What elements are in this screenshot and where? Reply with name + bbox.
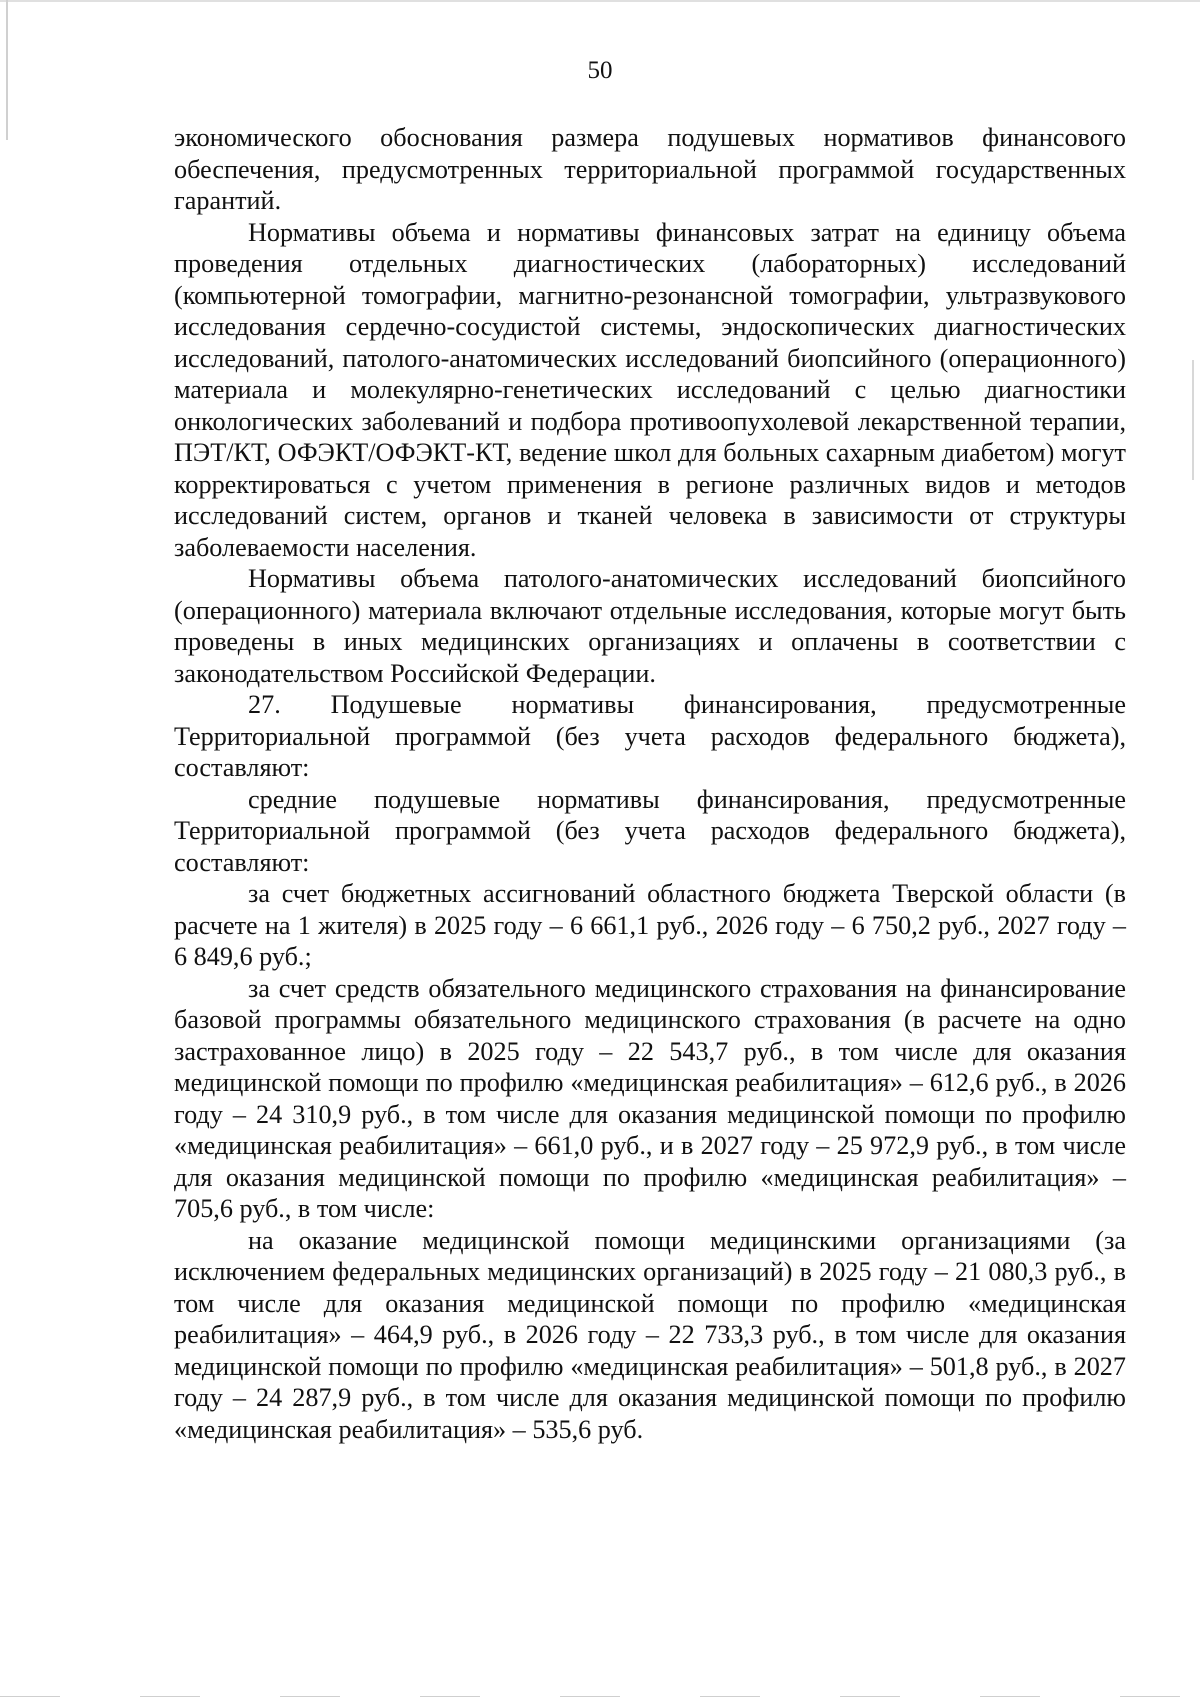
paragraph-8: на оказание медицинской помощи медицинскими организациями (за исключением федеральных медицинских организаций) в 2025 году – 21 080,3 руб., в том числе для оказания медицинской помощи по профилю «медицинская реабилитация» – 464,9 руб., в 2026 году – 22 733,3 руб., в том числе для оказания медицинской помощи по профилю «медицинская реабилитация» – 501,8 руб., в 2027 году – 24 287,9 руб., в том числе для оказания медицинской помощи по профилю «медицинская реабилитация» – 535,6 руб.: [174, 1225, 1126, 1444]
paragraph-2: Нормативы объема и нормативы финансовых затрат на единицу объема проведения отдельных диагностических (лабораторных) исследований (компьютерной томографии, магнитно-резонансной томографии, ультразвукового исследования сердечно-сосудистой системы, эндоскопических диагностических исследований, патолого-анатомических исследований биопсийного (операционного) материала и молекулярно-генетических исследований с целью диагностики онкологических заболеваний и подбора противоопухолевой лекарственной терапии, ПЭТ/КТ, ОФЭКТ/ОФЭКТ-КТ, ведение школ для больных сахарным диабетом) могут корректироваться с учетом применения в регионе различных видов и методов исследований систем, органов и тканей человека в зависимости от структуры заболеваемости населения.: [174, 217, 1126, 562]
paragraph-4: 27. Подушевые нормативы финансирования, предусмотренные Территориальной программой (без учета расходов федерального бюджета), составляют:: [174, 690, 1126, 782]
paragraph-6: за счет бюджетных ассигнований областного бюджета Тверской области (в расчете на 1 жителя) в 2025 году – 6 661,1 руб., 2026 году – 6 750,2 руб., 2027 году – 6 849,6 руб.;: [174, 879, 1126, 971]
page-number: 50: [587, 57, 613, 84]
scan-artifact-right: [1192, 360, 1194, 480]
scan-artifact-bottom: [0, 1696, 1200, 1697]
paragraph-5: средние подушевые нормативы финансирования, предусмотренные Территориальной программой (без учета расходов федерального бюджета), составляют:: [174, 784, 1126, 877]
document-body: [174, 122, 1126, 1445]
paragraph-1: экономического обоснования размера подушевых нормативов финансового обеспечения, предусмотренных территориальной программой государственных гарантий.: [174, 123, 1126, 215]
paragraph-7: за счет средств обязательного медицинского страхования на финансирование базовой программы обязательного медицинского страхования (в расчете на одно застрахованное лицо) в 2025 году – 22 543,7 руб., в том числе для оказания медицинской помощи по профилю «медицинская реабилитация» – 612,6 руб., в 2026 году – 24 310,9 руб., в том числе для оказания медицинской помощи по профилю «медицинская реабилитация» – 661,0 руб., и в 2027 году – 25 972,9 руб., в том числе для оказания медицинской помощи по профилю «медицинская реабилитация» – 705,6 руб., в том числе:: [174, 973, 1126, 1223]
paragraph-3: Нормативы объема патолого-анатомических исследований биопсийного (операционного) материала включают отдельные исследования, которые могут быть проведены в иных медицинских организациях и оплачены в соответствии с законодательством Российской Федерации.: [174, 564, 1126, 688]
scan-artifact-top: [0, 0, 1200, 2]
